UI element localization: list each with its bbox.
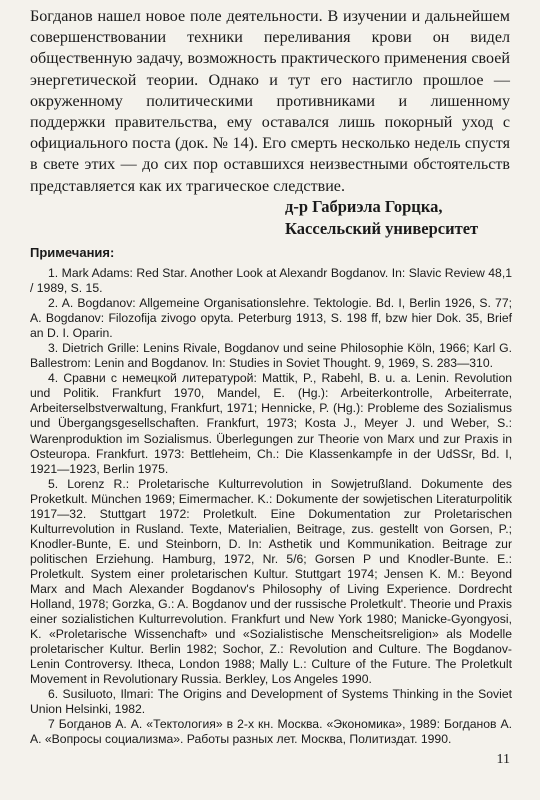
note-item: 7 Богданов А. А. «Тектология» в 2-х кн. Москва. «Экономика», 1989: Богданов А. А. «Вопросы социализма». Работы разных лет. Москва, Политиздат. 1990. — [30, 717, 512, 747]
notes-heading: Примечания: — [30, 245, 115, 260]
page-number: 11 — [496, 752, 510, 767]
note-item: 3. Dietrich Grille: Lenins Rivale, Bogdanov und seine Philosophie Köln, 1966; Karl G. Ballestrom: Lenin and Bogdanov. In: Studies in Soviet Thought. 9, 1969, S. 283—310. — [30, 341, 512, 371]
note-item: 1. Mark Adams: Red Star. Another Look at Alexandr Bogdanov. In: Slavic Review 48,1 / 1989, S. 15. — [30, 266, 512, 296]
author-block — [285, 196, 525, 240]
note-item: 2. A. Bogdanov: Allgemeine Organisationslehre. Tektologie. Bd. I, Berlin 1926, S. 77; A. Bogdanov: Filozofija zivogo opyta. Peterburg 1913, S. 198 ff, bzw hier Dok. 35, Brief an D. I. Oparin. — [30, 296, 512, 341]
author-name: д-р Габриэла Горцка, — [285, 197, 443, 216]
notes-list — [30, 266, 512, 748]
body-paragraph: Богданов нашел новое поле деятельности. В изучении и дальнейшем совершенствовании техники переливания крови он видел общественную задачу, возможность практического применения своей энергетической теории. Однако и тут его настигло прошлое — окруженному политическими противниками и лишенному поддержки правительства, ему оставался лишь покорный уход с официального поста (док. № 14). Его смерть несколько недель спустя в свете этих — до сих пор оставшихся неизвестными обстоятельств представляется как их трагическое следствие. — [30, 8, 510, 195]
note-item: 4. Сравни с немецкой литературой: Mattik, P., Rabehl, B. u. a. Lenin. Revolution und Politik. Frankfurt 1970, Mandel, E. (Hg.): Arbeiterkontrolle, Arbeiterrate, Arbeiterselbstverwaltung, Frankfurt, 1971; Hennicke, P. (Hg.): Probleme des Sozialismus und Übergangsgesellschaften. Frankfurt, 1973; Kosta J., Meyer J. und Weber, S.: Warenproduktion im Sozialismus. Überlegungen zur Theorie von Marx und zur Praxis in Osteuropa. Frankfurt. 1973: Bettleheim, Ch.: Die Klassenkampfe in der UdSSr, Bd. I, 1921—1923, Berlin 1975. — [30, 371, 512, 476]
note-item: 5. Lorenz R.: Proletarische Kulturrevolution in Sowjetrußland. Dokumente des Proketkult. München 1969; Eimermacher. K.: Dokumente der sowjetischen Literaturpolitik 1917—32. Stuttgart 1972: Proletkult. Eine Dokumentation zur Proletarischen Kulturrevolution in Rusland. Texte, Materialien, Beitrage, zus. gestellt von Gorsen, P.; Knodler-Bunte, E. und Steinborn, D. In: Asthetik und Kommunikation. Beitrage zur politischen Erziehung. Hamburg, 1972, Nr. 5/6; Gorsen P und Knodler-Bunte. E.: Proletkult. System einer proletarischen Kultur. Stuttgart 1974; Jensen K. M.: Beyond Marx and Mach Alexander Bogdanov's Philosophy of Living Experience. Dordrecht Holland, 1978; Gorzka, G.: A. Bogdanov und der russische Proletkult'. Theorie und Praxis einer sozialistichen Kulturrevolution. Frankfurt und New York 1980; Manicke-Gyongyosi, K. «Proletarische Wissenchaft» und «Sozialistische Menscheitsreligion» als Modelle proletarischer Kultur. Berlin 1982; Sochor, Z.: Revolution and Culture. The Bogdanov-Lenin Controversy. Itheca, London 1988; Mally L.: Culture of the Future. The Proletkult Movement in Revolutionary Russia. Berkley, Los Angeles 1990. — [30, 476, 512, 687]
note-item: 6. Susiluoto, Ilmari: The Origins and Development of Systems Thinking in the Soviet Union Helsinki, 1982. — [30, 687, 512, 717]
author-affiliation: Кассельский университет — [285, 219, 479, 238]
